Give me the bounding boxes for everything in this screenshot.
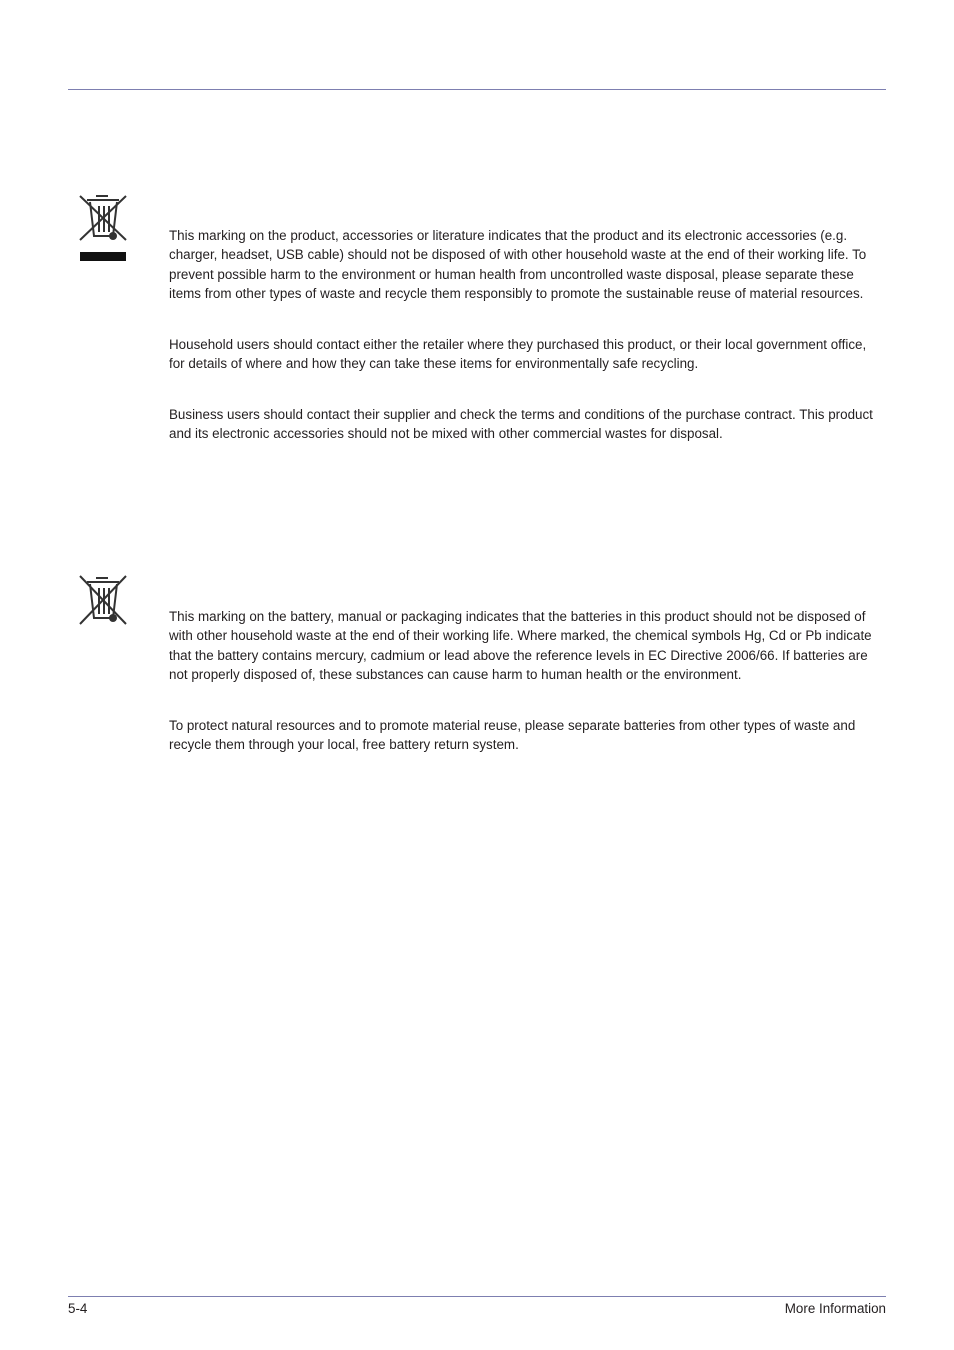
paragraph: Household users should contact either the retailer where they purchased this product, or their local government office, for details of where and how they can take these items for environmentally safe recycling. [169,336,867,371]
battery-notice-text [169,607,879,754]
footer-section-title: More Information [784,1301,886,1316]
page-number: 5-4 [68,1301,88,1316]
crossed-out-wheeled-bin-icon [76,572,130,628]
paragraph: Business users should contact their supplier and check the terms and conditions of the purchase contract. This product and its electronic accessories should not be mixed with other commercial wastes for disposal. [169,406,873,442]
footer-divider [68,1296,886,1297]
header-divider [68,89,886,90]
paragraph: This marking on the product, accessories or literature indicates that the product and its electronic accessories (e.g. charger, headset, USB cable) should not be disposed of with other household waste at the end of their working life. To prevent possible harm to the environment or human health from uncontrolled waste disposal, please separate these items from other types of waste and recycle them responsibly to promote the sustainable reuse of material resources. [169,228,867,301]
weee-notice-text [169,226,879,443]
paragraph: This marking on the battery, manual or packaging indicates that the batteries in this product should not be disposed of with other household waste at the end of their working life. Where marked, the chemical symbols Hg, Cd or Pb indicate that the battery contains mercury, cadmium or lead above the reference levels in EC Directive 2006/66. If batteries are not properly disposed of, these substances can cause harm to human health or the environment. [169,609,872,682]
paragraph: To protect natural resources and to promote material reuse, please separate batteries from other types of waste and recycle them through your local, free battery return system. [169,717,856,752]
crossed-out-wheeled-bin-with-bar-icon [76,190,130,264]
